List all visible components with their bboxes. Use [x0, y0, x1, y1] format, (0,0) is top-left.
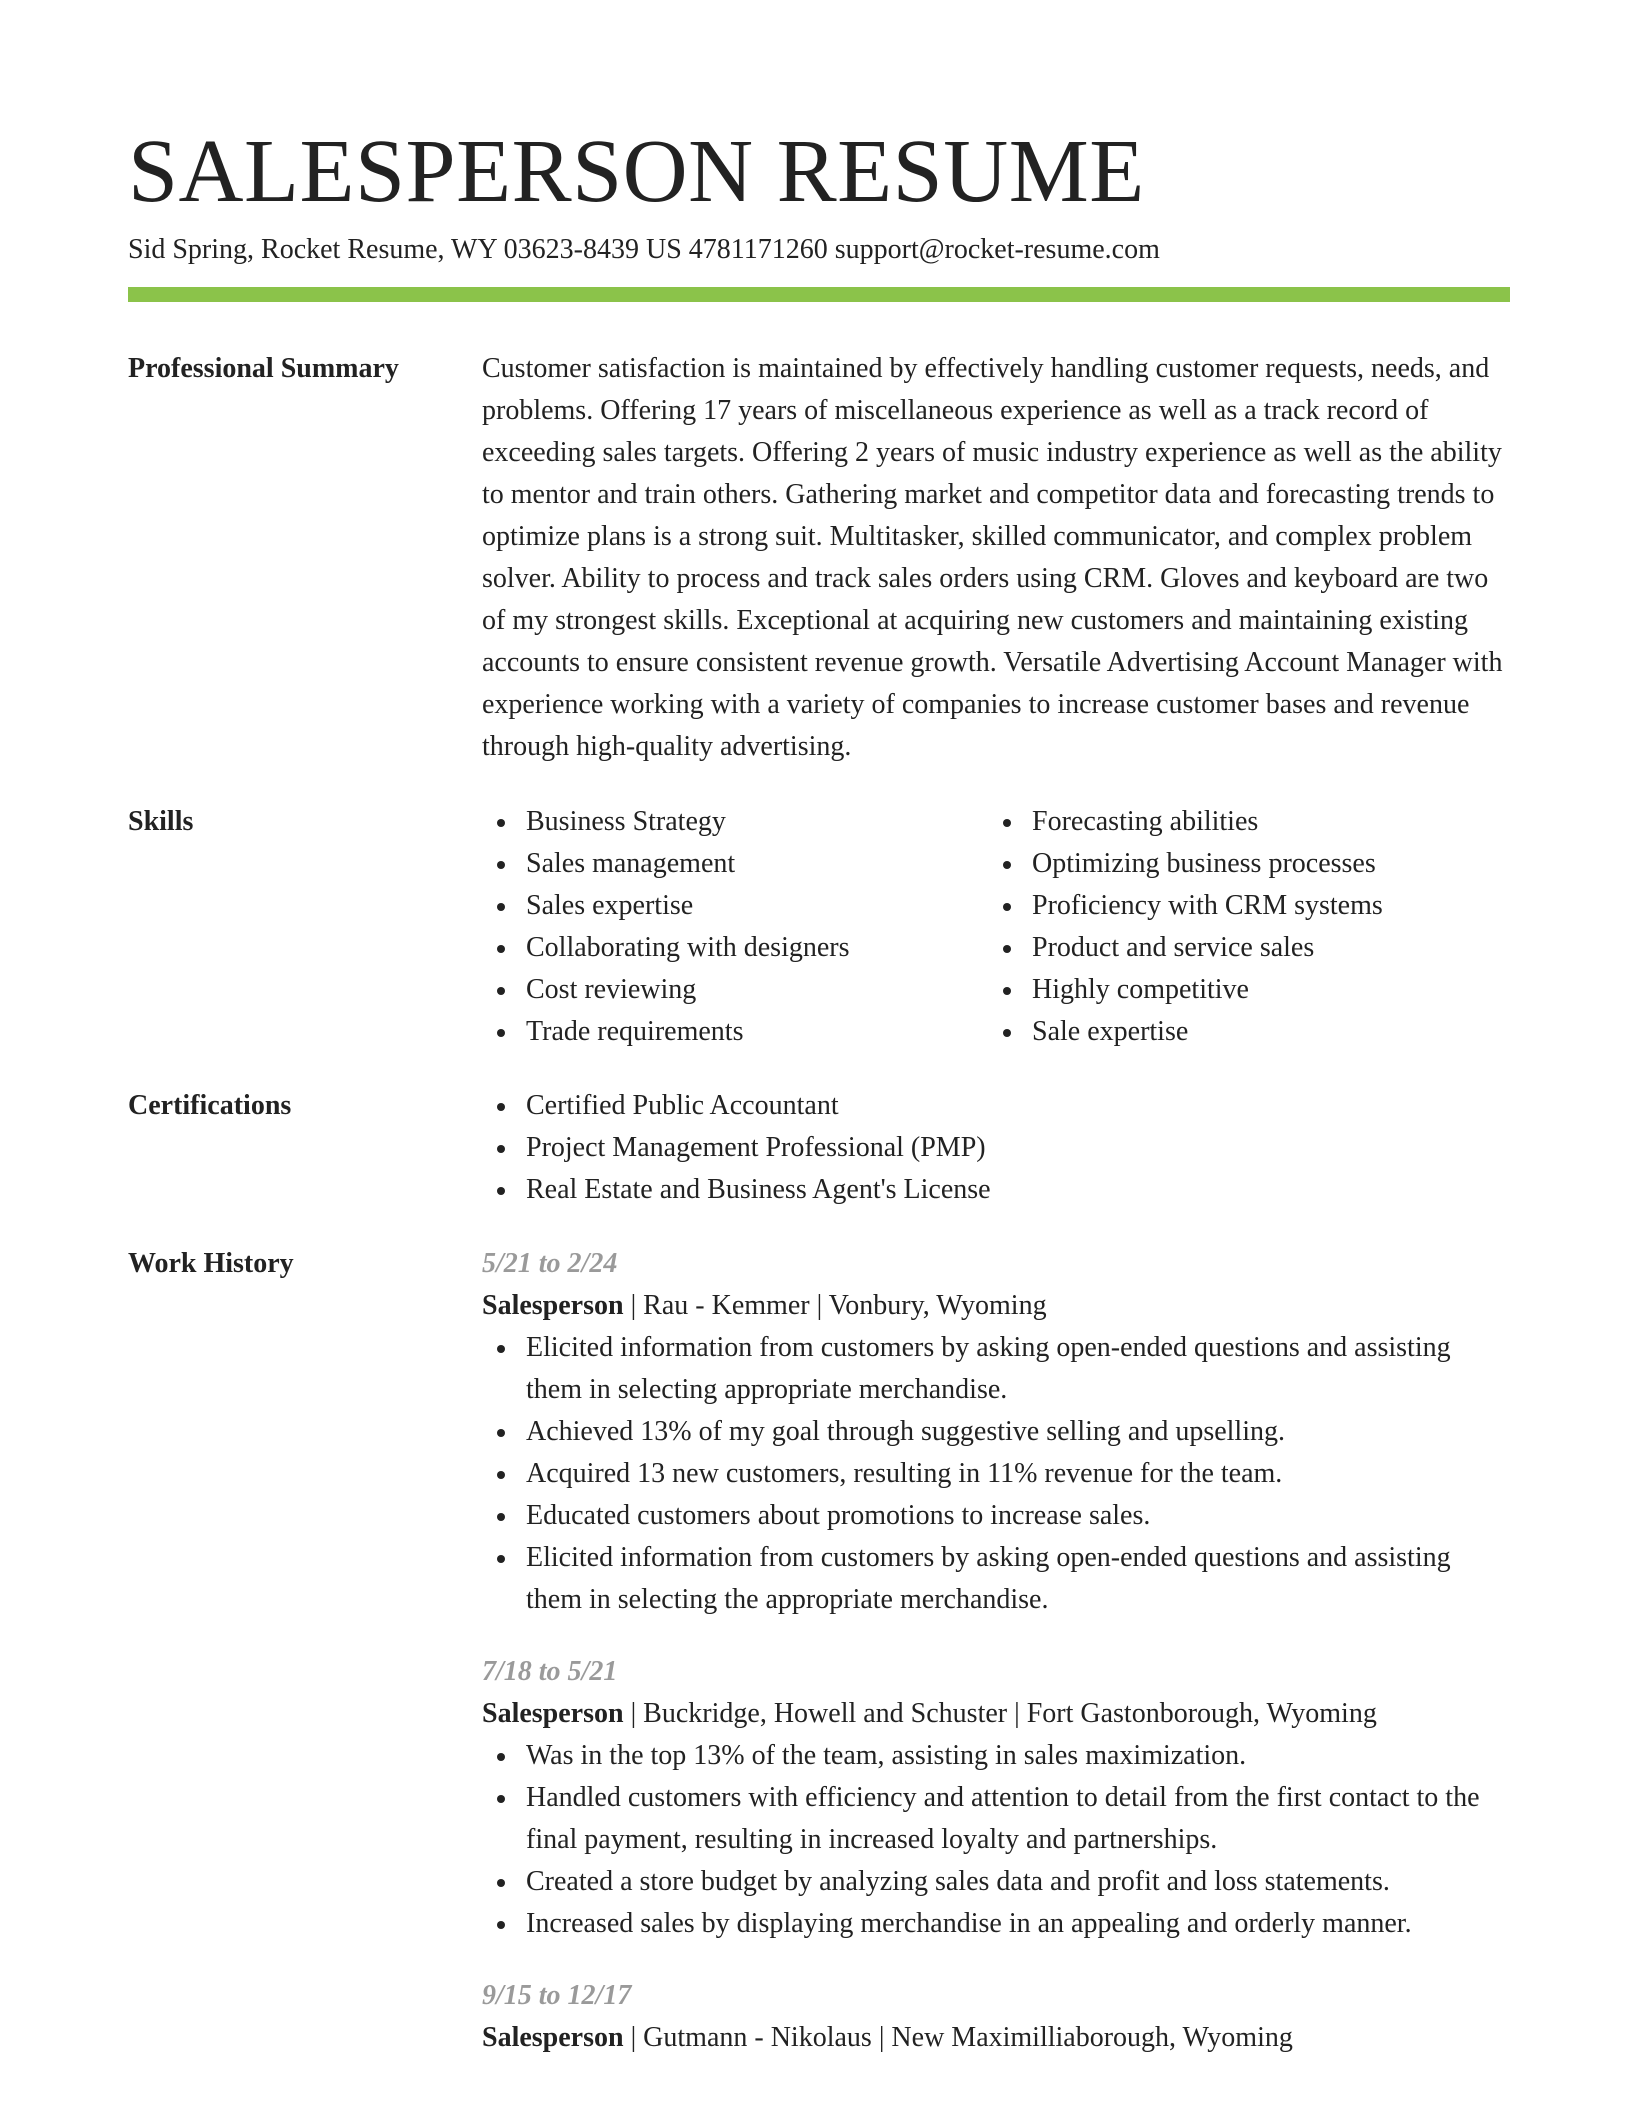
job-bullet: Increased sales by displaying merchandise in an appealing and orderly manner.	[482, 1903, 1510, 1945]
job-bullet: Elicited information from customers by asking open-ended questions and assisting them in selecting appropriate merchandise.	[482, 1327, 1510, 1411]
skill-item: Optimizing business processes	[988, 843, 1494, 885]
job-bullets	[482, 1327, 1510, 1621]
job-dates: 5/21 to 2/24	[482, 1248, 618, 1279]
contact-line: Sid Spring, Rocket Resume, WY 03623-8439 US 4781171260 support@rocket-resume.com	[128, 234, 1160, 265]
skills-heading: Skills	[128, 806, 194, 837]
work-history-heading: Work History	[128, 1248, 294, 1279]
skill-item: Product and service sales	[988, 927, 1494, 969]
skill-item: Collaborating with designers	[482, 927, 988, 969]
skills-body	[482, 801, 1510, 1053]
job-employer-location: | Gutmann - Nikolaus | New Maximilliaborough, Wyoming	[623, 2022, 1293, 2053]
summary-text: Customer satisfaction is maintained by effectively handling customer requests, needs, and problems. Offering 17 years of miscellaneous experience as well as a track record of exceeding sales targets. Offering 2 years of music industry experience as well as the ability to mentor and train others. Gathering market and competitor data and forecasting trends to optimize plans is a strong suit. Multitasker, skilled communicator, and complex problem solver. Ability to process and track sales orders using CRM. Gloves and keyboard are two of my strongest skills. Exceptional at acquiring new customers and maintaining existing accounts to ensure consistent revenue growth. Versatile Advertising Account Manager with experience working with a variety of companies to increase customer bases and revenue through high-quality advertising.	[482, 353, 1503, 762]
certifications-list	[482, 1085, 1510, 1211]
job-title-line	[482, 2017, 1510, 2059]
skills-list-left	[482, 801, 988, 1053]
job-dates: 9/15 to 12/17	[482, 1980, 632, 2011]
summary-body	[482, 348, 1510, 768]
job-role: Salesperson	[482, 1698, 624, 1729]
job-entry	[482, 1975, 1510, 2059]
skill-item: Sales expertise	[482, 885, 988, 927]
skills-list-right	[988, 801, 1494, 1053]
skill-item: Trade requirements	[482, 1011, 988, 1053]
certifications-heading: Certifications	[128, 1090, 292, 1121]
certification-item: Certified Public Accountant	[482, 1085, 1510, 1127]
job-bullet: Achieved 13% of my goal through suggestive selling and upselling.	[482, 1411, 1510, 1453]
job-bullet: Elicited information from customers by asking open-ended questions and assisting them in selecting the appropriate merchandise.	[482, 1537, 1510, 1621]
skill-item: Forecasting abilities	[988, 801, 1494, 843]
job-role: Salesperson	[482, 2022, 624, 2053]
skill-item: Highly competitive	[988, 969, 1494, 1011]
job-entry	[482, 1243, 1510, 1621]
certifications-body	[482, 1085, 1510, 1211]
job-bullet: Was in the top 13% of the team, assisting in sales maximization.	[482, 1735, 1510, 1777]
job-bullet: Created a store budget by analyzing sales data and profit and loss statements.	[482, 1861, 1510, 1903]
job-bullets	[482, 1735, 1510, 1945]
job-title-line	[482, 1693, 1510, 1735]
certification-item: Real Estate and Business Agent's License	[482, 1169, 1510, 1211]
certification-item: Project Management Professional (PMP)	[482, 1127, 1510, 1169]
job-title-line	[482, 1285, 1510, 1327]
header-divider	[128, 287, 1510, 302]
job-employer-location: | Buckridge, Howell and Schuster | Fort Gastonborough, Wyoming	[623, 1698, 1377, 1729]
summary-heading: Professional Summary	[128, 353, 399, 384]
skill-item: Sale expertise	[988, 1011, 1494, 1053]
job-bullet: Educated customers about promotions to increase sales.	[482, 1495, 1510, 1537]
job-entry	[482, 1651, 1510, 1945]
job-role: Salesperson	[482, 1290, 624, 1321]
job-dates: 7/18 to 5/21	[482, 1656, 618, 1687]
skill-item: Sales management	[482, 843, 988, 885]
job-employer-location: | Rau - Kemmer | Vonbury, Wyoming	[623, 1290, 1047, 1321]
job-bullet: Acquired 13 new customers, resulting in 11% revenue for the team.	[482, 1453, 1510, 1495]
skills-grid	[482, 801, 1510, 1053]
job-bullet: Handled customers with efficiency and attention to detail from the first contact to the final payment, resulting in increased loyalty and partnerships.	[482, 1777, 1510, 1861]
skill-item: Business Strategy	[482, 801, 988, 843]
skill-item: Cost reviewing	[482, 969, 988, 1011]
work-history-body	[482, 1243, 1510, 2059]
skill-item: Proficiency with CRM systems	[988, 885, 1494, 927]
resume-title: SALESPERSON RESUME	[128, 122, 1145, 221]
